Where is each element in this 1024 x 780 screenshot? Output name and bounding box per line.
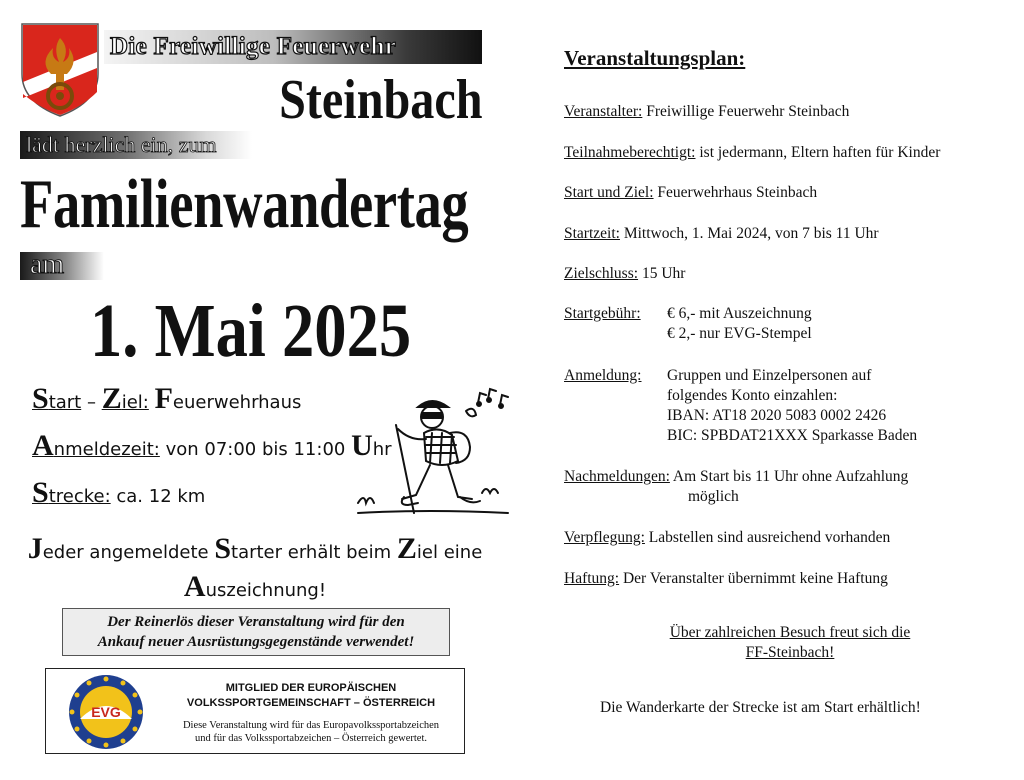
anmeldezeit-line: Anmeldezeit: von 07:00 bis 11:00 Uhr (32, 429, 392, 462)
start-ziel-line: Start – Ziel: Feuerwehrhaus (32, 382, 302, 415)
late-registration-row: Nachmeldungen: Am Start bis 11 Uhr ohne Aufzahlung (564, 468, 909, 485)
plan-title: Veranstaltungsplan: (564, 46, 746, 70)
organization-banner: Die Freiwillige Feuerwehr (104, 30, 482, 64)
eligibility-row: Teilnahmeberechtigt: ist jedermann, Eltern haften für Kinder (564, 144, 941, 161)
town-name: Steinbach (278, 69, 482, 131)
invite-banner: lädt herzlich ein, zum (20, 131, 252, 159)
start-finish-row: Start und Ziel: Feuerwehrhaus Steinbach (564, 184, 818, 201)
organizer-row: Veranstalter: Freiwillige Feuerwehr Steinbach (564, 103, 850, 120)
fee-label: Startgebühr: (564, 305, 641, 322)
strecke-line: Strecke: ca. 12 km (32, 476, 206, 509)
fire-brigade-crest-icon (20, 22, 100, 118)
liability-row: Haftung: Der Veranstalter übernimmt keine Haftung (564, 570, 888, 587)
event-title: Familienwandertag (20, 166, 469, 243)
am-banner: am (20, 252, 104, 280)
visit-note: Über zahlreichen Besuch freut sich die FF-Steinbach! (669, 624, 911, 661)
flyer-right-panel (512, 0, 1024, 780)
start-time-row: Startzeit: Mittwoch, 1. Mai 2024, von 7 bis 11 Uhr (564, 225, 879, 242)
registration-details: Gruppen und Einzelpersonen auf folgendes Konto einzahlen: IBAN: AT18 2020 5083 0002 2426 BIC: SPBDAT21XXX Sparkasse Baden (667, 367, 918, 444)
award-notice: Jeder angemeldete Starter erhält beim Ziel eine Auszeichnung! (27, 532, 483, 603)
late-registration-cont: möglich (688, 488, 739, 505)
proceeds-notice: Der Reinerlös dieser Veranstaltung wird für den Ankauf neuer Ausrüstungsgegenstände verwendet! (62, 608, 450, 656)
finish-close-row: Zielschluss: 15 Uhr (564, 265, 686, 282)
evg-membership-box (45, 668, 465, 754)
evg-note: Diese Veranstaltung wird für das Europavolkssportabzeichen und für das Volkssportabzeichen – Österreich gewertet. (182, 720, 440, 744)
evg-title: MITGLIED DER EUROPÄISCHEN VOLKSSPORTGEMEINSCHAFT – ÖSTERREICH (186, 682, 436, 709)
evg-logo-icon (66, 673, 146, 751)
catering-row: Verpflegung: Labstellen sind ausreichend vorhanden (564, 529, 891, 546)
map-note: Die Wanderkarte der Strecke ist am Start erhältlich! (600, 699, 921, 716)
registration-label: Anmeldung: (564, 367, 642, 384)
fee-values: € 6,- mit Auszeichnung € 2,- nur EVG-Stempel (667, 305, 812, 342)
svg-text:EVG: EVG (91, 704, 121, 720)
event-date: 1. Mai 2025 (90, 289, 412, 373)
hiker-illustration (352, 385, 512, 525)
